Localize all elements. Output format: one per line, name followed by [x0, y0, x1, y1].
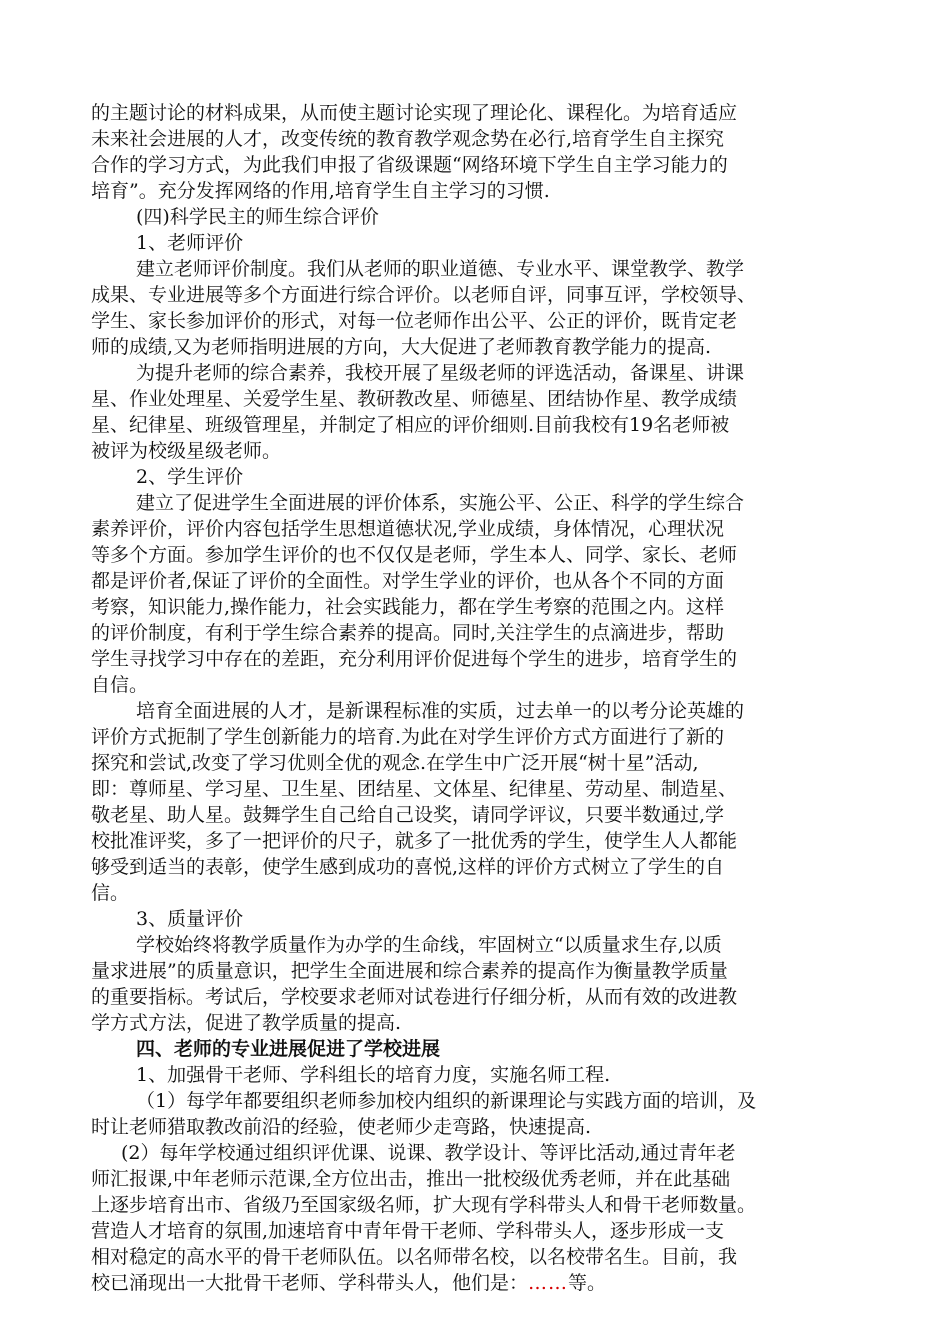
subsection-heading: 2、学生评价	[136, 466, 244, 488]
paragraph-line: 的重要指标。考试后，学校要求老师对试卷进行仔细分析，从而有效的改进教	[91, 986, 738, 1008]
paragraph-line: 都是评价者,保证了评价的全面性。对学生学业的评价，也从各个不同的方面	[91, 570, 725, 592]
paragraph-line: 学生、家长参加评价的形式，对每一位老师作出公平、公正的评价，既肯定老	[91, 310, 738, 332]
paragraph-line: 敬老星、助人星。鼓舞学生自己给自己设奖，请同学评议，只要半数通过,学	[91, 804, 725, 826]
paragraph-line: 信。	[91, 882, 130, 904]
paragraph-line: 星、作业处理星、关爱学生星、教研教改星、师德星、团结协作星、教学成绩	[91, 388, 738, 410]
paragraph-line: 上逐步培育出市、省级乃至国家级名师，扩大现有学科带头人和骨干老师数量。	[91, 1194, 757, 1216]
paragraph-line: 校批准评奖，多了一把评价的尺子，就多了一批优秀的学生，使学生人人都能	[91, 830, 738, 852]
paragraph-line: 星、纪律星、班级管理星，并制定了相应的评价细则.目前我校有19名老师被	[91, 414, 730, 436]
paragraph-line: 等多个方面。参加学生评价的也不仅仅是老师，学生本人、同学、家长、老师	[91, 544, 738, 566]
paragraph-line: 培育全面进展的人才，是新课程标准的实质，过去单一的以考分论英雄的	[136, 700, 745, 722]
paragraph-line: 时让老师猎取教改前沿的经验，使老师少走弯路，快速提高.	[91, 1116, 592, 1138]
paragraph-line: 评价方式扼制了学生创新能力的培育.为此在对学生评价方式方面进行了新的	[91, 726, 725, 748]
paragraph-line: 考察，知识能力,操作能力，社会实践能力，都在学生考察的范围之内。这样	[91, 596, 725, 618]
paragraph-line: 量求进展”的质量意识，把学生全面进展和综合素养的提高作为衡量教学质量	[91, 960, 728, 982]
last-line-tail: 等。	[568, 1272, 607, 1294]
paragraph-line: 建立了促进学生全面进展的评价体系，实施公平、公正、科学的学生综合	[136, 492, 745, 514]
paragraph-line: (2）每年学校通过组织评优课、说课、教学设计、等评比活动,通过青年老	[121, 1142, 736, 1164]
paragraph-line: 成果、专业进展等多个方面进行综合评价。以老师自评，同事互评，学校领导、	[91, 284, 757, 306]
subsection-heading: 3、质量评价	[136, 908, 244, 930]
paragraph-line: 的评价制度，有利于学生综合素养的提高。同时,关注学生的点滴进步，帮助	[91, 622, 725, 644]
paragraph-line: 营造人才培育的氛围,加速培育中青年骨干老师、学科带头人，逐步形成一支	[91, 1220, 725, 1242]
paragraph-line: 够受到适当的表彰，使学生感到成功的喜悦,这样的评价方式树立了学生的自	[91, 856, 725, 878]
section-heading-bold: 四、老师的专业进展促进了学校进展	[136, 1038, 441, 1060]
paragraph-line: 培育”。充分发挥网络的作用,培育学生自主学习的习惯.	[91, 180, 550, 202]
paragraph-line: 相对稳定的高水平的骨干老师队伍。以名师带名校，以名校带名生。目前，我	[91, 1246, 738, 1268]
paragraph-line: 探究和尝试,改变了学习优则全优的观念.在学生中广泛开展“树十星”活动,	[91, 752, 699, 774]
paragraph-line: 为提升老师的综合素养，我校开展了星级老师的评选活动，备课星、讲课	[136, 362, 745, 384]
subsection-heading: 1、老师评价	[136, 232, 244, 254]
ellipsis-mark: ……	[528, 1272, 569, 1294]
subsection-heading: 1、加强骨干老师、学科组长的培育力度，实施名师工程.	[136, 1064, 611, 1086]
paragraph-line: （1）每学年都要组织老师参加校内组织的新课理论与实践方面的培训，及	[136, 1090, 757, 1112]
last-line-text: 校已涌现出一大批骨干老师、学科带头人，他们是：	[91, 1272, 529, 1294]
paragraph-line: 师的成绩,又为老师指明进展的方向，大大促进了老师教育教学能力的提高.	[91, 336, 712, 358]
paragraph-line: 学校始终将教学质量作为办学的生命线，牢固树立“以质量求生存,以质	[136, 934, 722, 956]
paragraph-line: 建立老师评价制度。我们从老师的职业道德、专业水平、课堂教学、教学	[136, 258, 745, 280]
paragraph-line: 被评为校级星级老师。	[91, 440, 282, 462]
paragraph-line: 素养评价，评价内容包括学生思想道德状况,学业成绩，身体情况，心理状况	[91, 518, 725, 540]
paragraph-line: 学生寻找学习中存在的差距，充分利用评价促进每个学生的进步，培育学生的	[91, 648, 738, 670]
paragraph-line-last	[91, 1270, 871, 1296]
section-heading: (四)科学民主的师生综合评价	[136, 206, 379, 228]
paragraph-line: 的主题讨论的材料成果，从而使主题讨论实现了理论化、课程化。为培育适应	[91, 102, 738, 124]
paragraph-line: 师汇报课,中年老师示范课,全方位出击，推出一批校级优秀老师，并在此基础	[91, 1168, 731, 1190]
paragraph-line: 未来社会进展的人才，改变传统的教育教学观念势在必行,培育学生自主探究	[91, 128, 725, 150]
paragraph-line: 自信。	[91, 674, 149, 696]
paragraph-line: 合作的学习方式，为此我们申报了省级课题“网络环境下学生自主学习能力的	[91, 154, 728, 176]
paragraph-line: 即：尊师星、学习星、卫生星、团结星、文体星、纪律星、劳动星、制造星、	[91, 778, 738, 800]
paragraph-line: 学方式方法，促进了教学质量的提高.	[91, 1012, 402, 1034]
